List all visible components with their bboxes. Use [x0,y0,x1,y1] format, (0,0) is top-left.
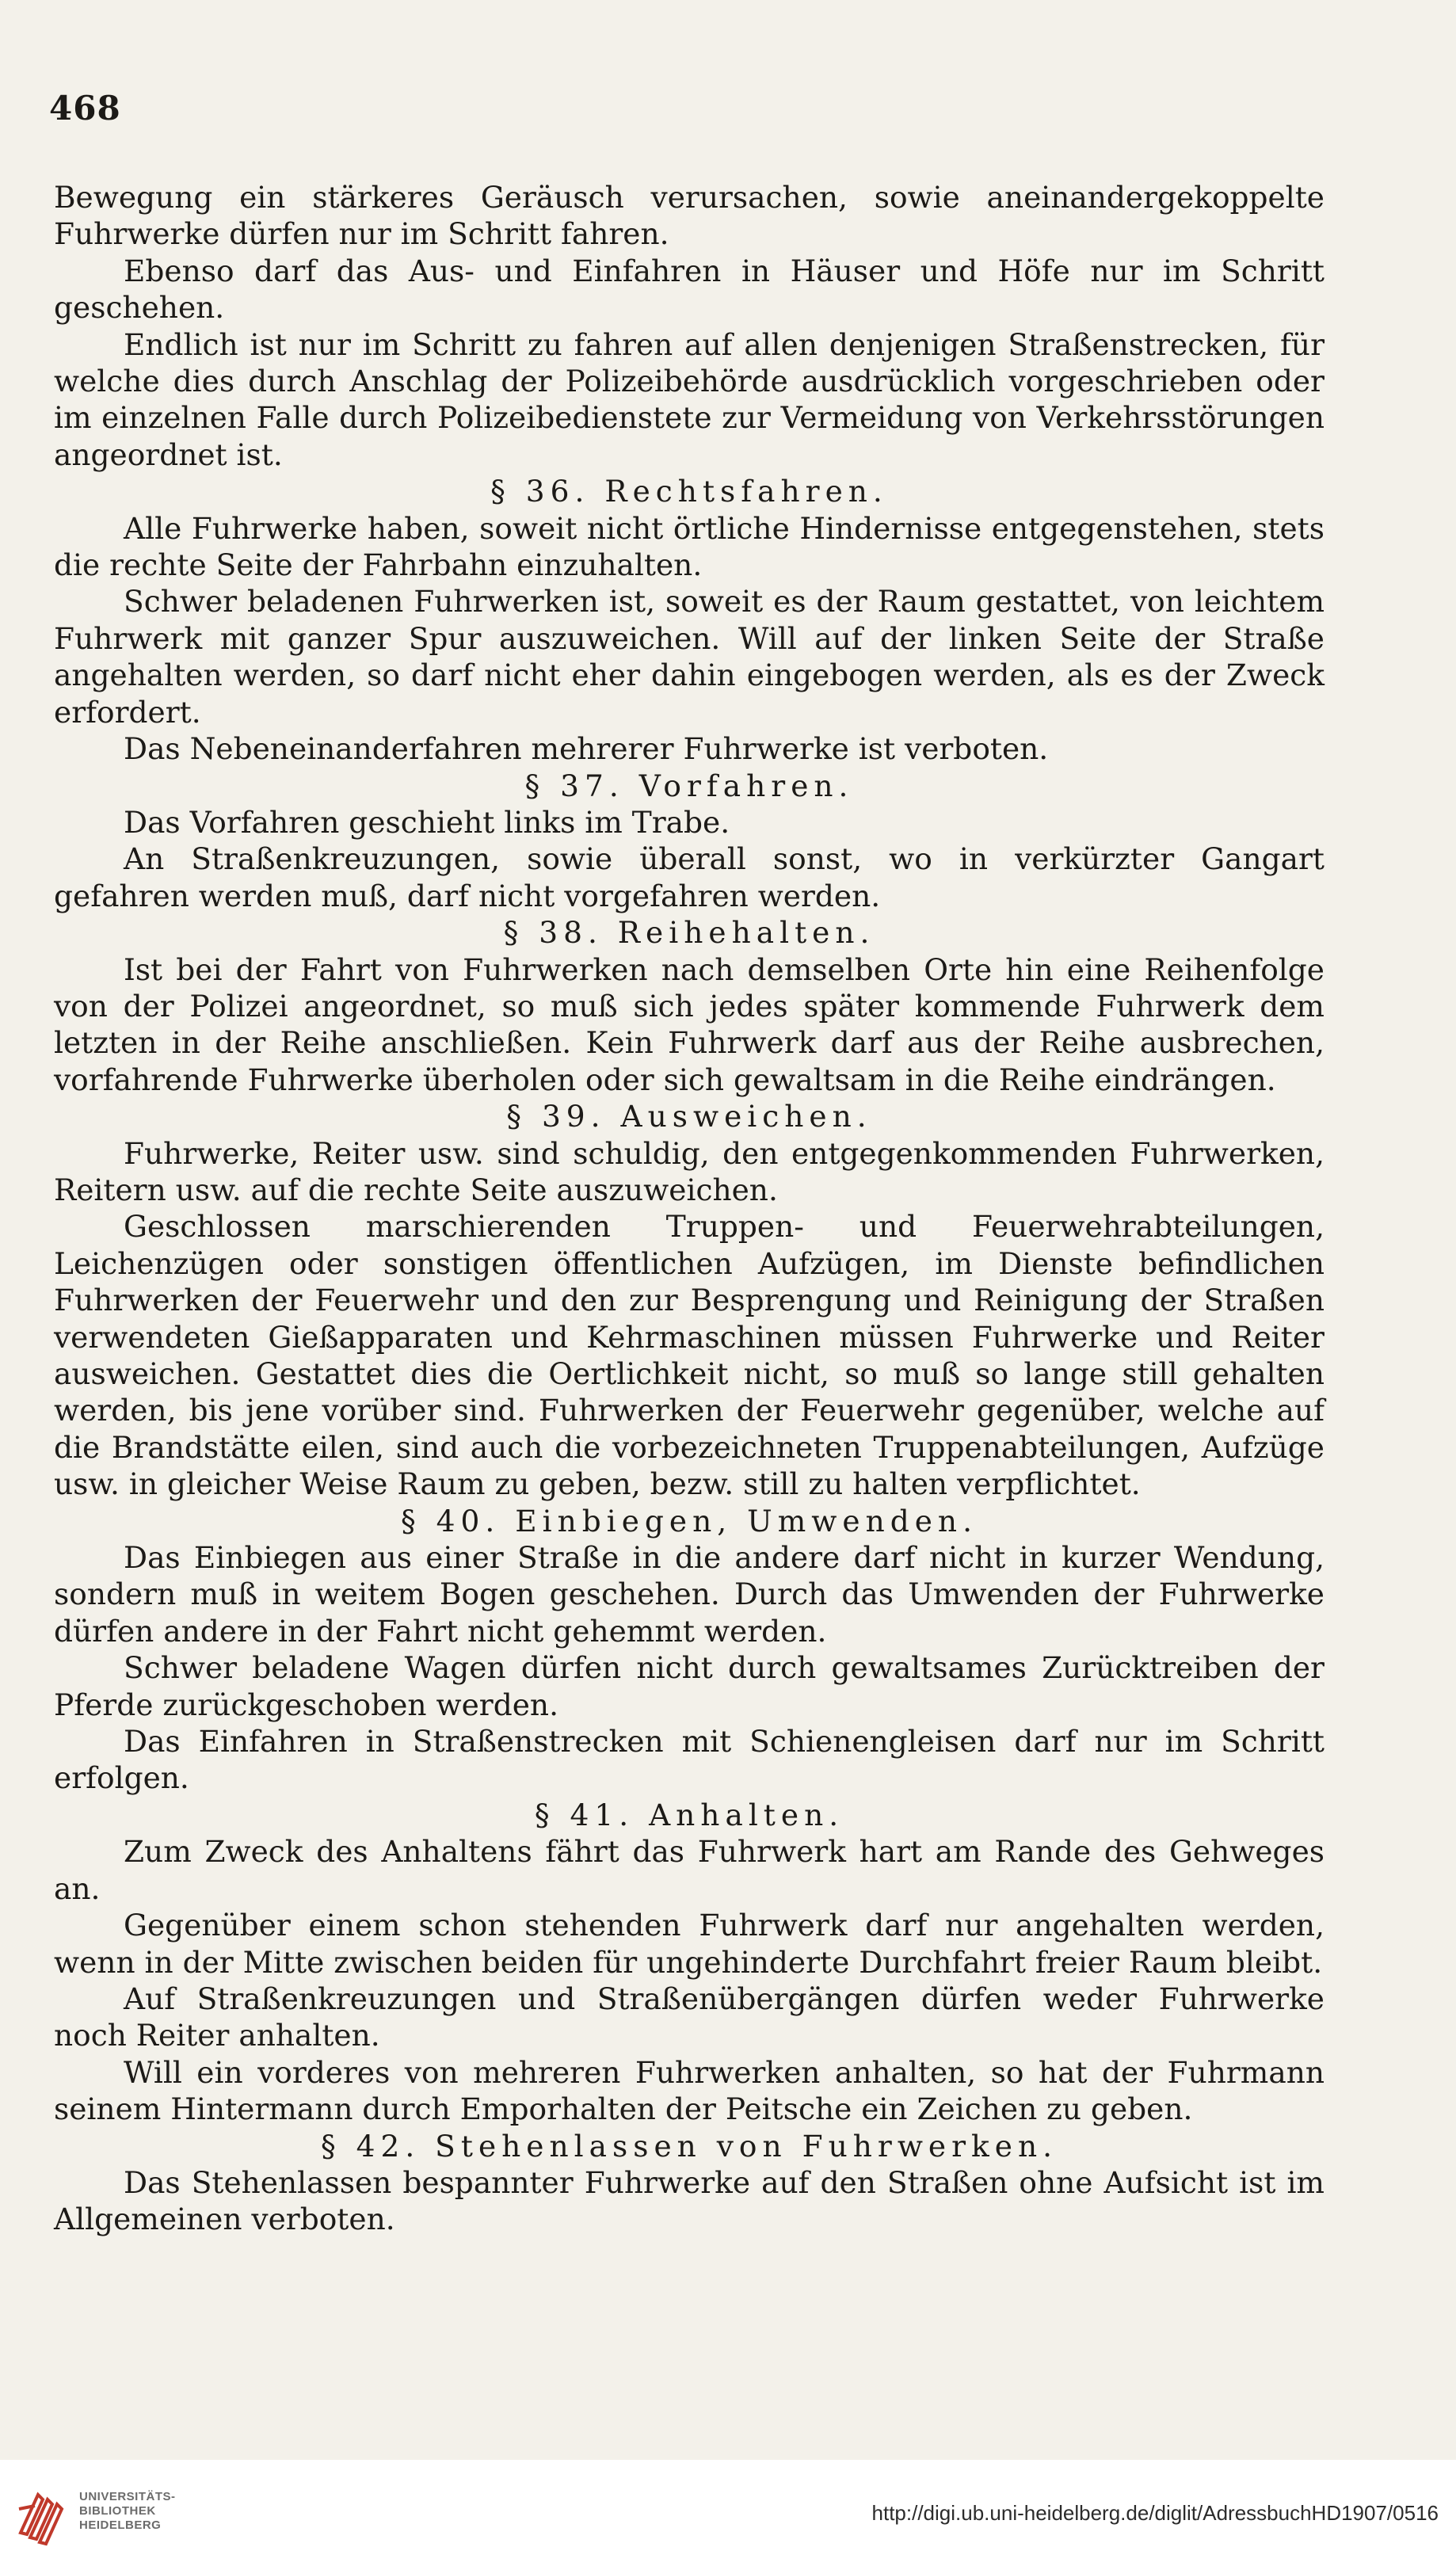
section-heading: § 41. Anhalten. [534,1797,844,1832]
paragraph: Schwer beladenen Fuhrwerken ist, soweit es der Raum gestattet, von leichtem Fuhrwerk mit ganzer Spur auszuweichen. Will auf der linken Seite der Straße angehalten werden, so darf nicht eher dahin eingebogen werden, als es der Zweck erfordert. [54,584,1325,730]
library-name-line-1: UNIVERSITÄTS- [79,2490,176,2503]
paragraph: Das Einbiegen aus einer Straße in die andere darf nicht in kurzer Wendung, sondern muß in weitem Bogen geschehen. Durch das Umwenden der Fuhrwerke dürfen andere in der Fahrt nicht gehemmt werden. [54,1540,1325,1649]
source-url[interactable]: http://digi.ub.uni-heidelberg.de/diglit/AdressbuchHD1907/0516 [871,2501,1439,2525]
paragraph: Ebenso darf das Aus- und Einfahren in Häuser und Höfe nur im Schritt geschehen. [54,253,1325,326]
paragraph: Ist bei der Fahrt von Fuhrwerken nach demselben Orte hin eine Reihenfolge von der Polizei angeordnet, so muß sich jedes später kommende Fuhrwerk dem letzten in der Reihe anschließen. Kein Fuhrwerk darf aus der Reihe ausbrechen, vorfahrende Fuhrwerke überholen oder sich gewaltsam in die Reihe eindrängen. [54,951,1325,1097]
paragraph: Endlich ist nur im Schritt zu fahren auf allen denjenigen Straßenstrecken, für welche dies durch Anschlag der Polizeibehörde ausdrücklich vorgeschrieben oder im einzelnen Falle durch Polizeibedienstete zur Vermeidung von Verkehrsstörungen angeordnet ist. [54,326,1325,472]
paragraph: Schwer beladene Wagen dürfen nicht durch gewaltsames Zurücktreiben der Pferde zurückgeschoben werden. [54,1650,1325,1722]
page-body-text [54,179,1325,2238]
paragraph: Zum Zweck des Anhaltens fährt das Fuhrwerk hart am Rande des Gehweges an. [54,1834,1325,1906]
paragraph: Auf Straßenkreuzungen und Straßenübergängen dürfen weder Fuhrwerke noch Reiter anhalten. [54,1981,1325,2053]
section-heading: § 38. Reihehalten. [503,915,875,951]
paragraph: Das Stehenlassen bespannter Fuhrwerke auf den Straßen ohne Aufsicht ist im Allgemeinen verboten. [54,2164,1325,2237]
paragraph: Das Vorfahren geschieht links im Trabe. [124,804,730,840]
library-name-line-3: HEIDELBERG [79,2518,162,2532]
paragraph: An Straßenkreuzungen, sowie überall sonst, wo in verkürzter Gangart gefahren werden muß, darf nicht vorgefahren werden. [54,841,1325,913]
paragraph: Das Einfahren in Straßenstrecken mit Schienengleisen darf nur im Schritt erfolgen. [54,1724,1325,1796]
viewer-footer [0,2460,1456,2566]
paragraph: Das Nebeneinanderfahren mehrerer Fuhrwerke ist verboten. [124,731,1049,767]
section-heading: § 36. Rechtsfahren. [490,474,888,509]
section-heading: § 39. Ausweichen. [506,1099,872,1134]
section-heading: § 37. Vorfahren. [524,768,854,803]
paragraph: Geschlossen marschierenden Truppen- und Feuerwehrabteilungen, Leichenzügen oder sonstigen öffentlichen Aufzügen, im Dienste befindlichen Fuhrwerken der Feuerwehr und den zur Besprengung und Reinigung der Straßen verwendeten Gießapparaten und Kehrmaschinen müssen Fuhrwerke und Reiter ausweichen. Gestattet dies die Oertlichkeit nicht, so muß so lange still gehalten werden, bis jene vorüber sind. Fuhrwerken der Feuerwehr gegenüber, welche auf die Brandstätte eilen, sind auch die vorbezeichneten Truppenabteilungen, Aufzüge usw. in gleicher Weise Raum zu geben, bezw. still zu halten verpflichtet. [54,1209,1325,1502]
paragraph: Gegenüber einem schon stehenden Fuhrwerk darf nur angehalten werden, wenn in der Mitte zwischen beiden für ungehinderte Durchfahrt freier Raum bleibt. [54,1908,1325,1980]
section-heading: § 40. Einbiegen, Umwenden. [400,1503,978,1538]
library-name [79,2490,176,2533]
section-heading: § 42. Stehenlassen von Fuhrwerken. [320,2128,1058,2164]
university-library-logo-icon [14,2477,70,2549]
paragraph: Will ein vorderes von mehreren Fuhrwerken anhalten, so hat der Fuhrmann seinem Hintermann durch Emporhalten der Peitsche ein Zeichen zu geben. [54,2054,1325,2127]
page-number: 468 [49,89,121,128]
paragraph: Alle Fuhrwerke haben, soweit nicht örtliche Hindernisse entgegenstehen, stets die rechte Seite der Fahrbahn einzuhalten. [54,510,1325,583]
paragraph: Bewegung ein stärkeres Geräusch verursachen, sowie aneinandergekoppelte Fuhrwerke dürfen nur im Schritt fahren. [54,180,1325,252]
paragraph: Fuhrwerke, Reiter usw. sind schuldig, den entgegenkommenden Fuhrwerken, Reitern usw. auf die rechte Seite auszuweichen. [54,1135,1325,1207]
library-name-line-2: BIBLIOTHEK [79,2504,156,2518]
